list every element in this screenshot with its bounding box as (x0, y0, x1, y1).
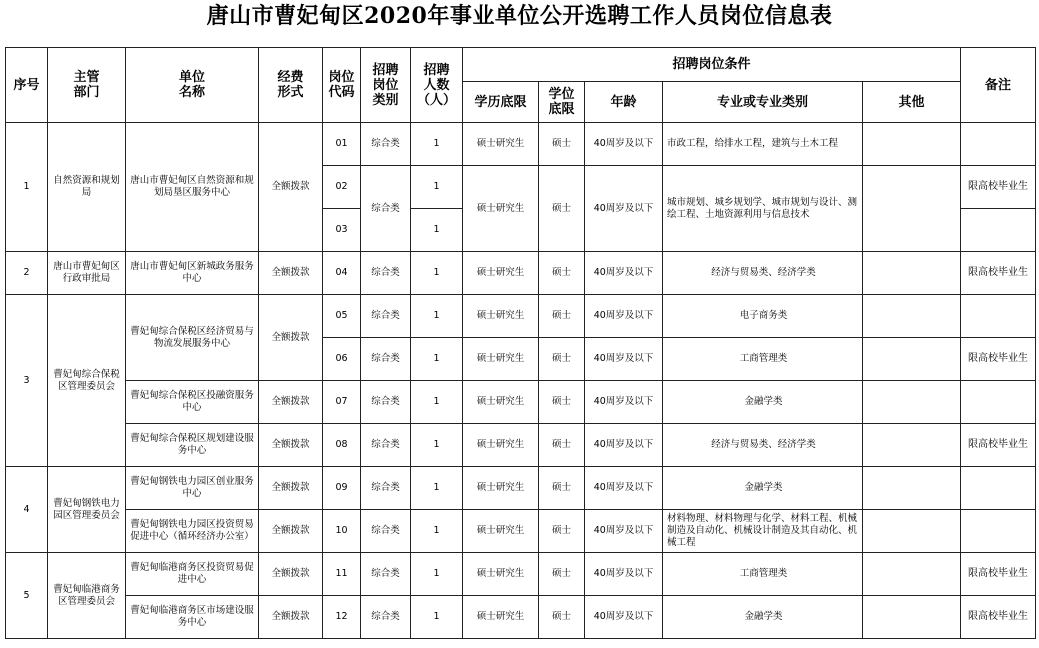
remark-cell: 限高校毕业生 (961, 424, 1036, 467)
header-count: 招聘 人数 （人） (411, 48, 463, 123)
age-cell: 40周岁及以下 (585, 424, 663, 467)
other-cell (863, 166, 961, 252)
code-cell: 10 (323, 510, 361, 553)
other-cell (863, 467, 961, 510)
major-cell: 经济与贸易类、经济学类 (663, 252, 863, 295)
page-title: 唐山市曹妃甸区2020年事业单位公开选聘工作人员岗位信息表 (206, 3, 833, 29)
table-row (6, 424, 1036, 467)
age-cell: 40周岁及以下 (585, 295, 663, 338)
remark-cell (961, 295, 1036, 338)
other-cell (863, 295, 961, 338)
table-row (6, 467, 1036, 510)
count-cell: 1 (411, 166, 463, 209)
table-row (6, 553, 1036, 596)
count-cell: 1 (411, 295, 463, 338)
education-cell: 硕士研究生 (463, 596, 539, 639)
count-cell: 1 (411, 252, 463, 295)
degree-cell: 硕士 (539, 553, 585, 596)
degree-cell: 硕士 (539, 510, 585, 553)
funding-cell: 全额拨款 (259, 252, 323, 295)
positions-table (5, 47, 1036, 639)
category-cell: 综合类 (361, 166, 411, 252)
major-cell: 经济与贸易类、经济学类 (663, 424, 863, 467)
remark-cell (961, 467, 1036, 510)
funding-cell: 全额拨款 (259, 123, 323, 252)
age-cell: 40周岁及以下 (585, 252, 663, 295)
degree-cell: 硕士 (539, 252, 585, 295)
table-row (6, 596, 1036, 639)
education-cell: 硕士研究生 (463, 553, 539, 596)
major-cell: 材料物理、材料物理与化学、材料工程、机械制造及自动化、机械设计制造及其自动化、机械工程 (663, 510, 863, 553)
count-cell: 1 (411, 467, 463, 510)
code-cell: 11 (323, 553, 361, 596)
count-cell: 1 (411, 123, 463, 166)
remark-cell: 限高校毕业生 (961, 553, 1036, 596)
count-cell: 1 (411, 424, 463, 467)
education-cell: 硕士研究生 (463, 381, 539, 424)
category-cell: 综合类 (361, 123, 411, 166)
unit-cell: 曹妃甸临港商务区投资贸易促进中心 (126, 553, 259, 596)
count-cell: 1 (411, 381, 463, 424)
unit-cell: 曹妃甸钢铁电力园区创业服务中心 (126, 467, 259, 510)
education-cell: 硕士研究生 (463, 252, 539, 295)
remark-cell (961, 209, 1036, 252)
code-cell: 01 (323, 123, 361, 166)
count-cell: 1 (411, 209, 463, 252)
code-cell: 12 (323, 596, 361, 639)
header-unit: 单位 名称 (126, 48, 259, 123)
age-cell: 40周岁及以下 (585, 166, 663, 252)
code-cell: 09 (323, 467, 361, 510)
remark-cell (961, 510, 1036, 553)
unit-cell: 曹妃甸综合保税区投融资服务中心 (126, 381, 259, 424)
remark-cell: 限高校毕业生 (961, 166, 1036, 209)
education-cell: 硕士研究生 (463, 338, 539, 381)
other-cell (863, 553, 961, 596)
degree-cell: 硕士 (539, 338, 585, 381)
dept-cell: 曹妃甸钢铁电力园区管理委员会 (48, 467, 126, 553)
table-row (6, 295, 1036, 338)
dept-cell: 唐山市曹妃甸区行政审批局 (48, 252, 126, 295)
seq-cell: 5 (6, 553, 48, 639)
education-cell: 硕士研究生 (463, 467, 539, 510)
funding-cell: 全额拨款 (259, 510, 323, 553)
header-funding: 经费 形式 (259, 48, 323, 123)
other-cell (863, 338, 961, 381)
table-row (6, 510, 1036, 553)
education-cell: 硕士研究生 (463, 123, 539, 166)
funding-cell: 全额拨款 (259, 596, 323, 639)
header-remark: 备注 (961, 48, 1036, 123)
other-cell (863, 510, 961, 553)
degree-cell: 硕士 (539, 295, 585, 338)
education-cell: 硕士研究生 (463, 166, 539, 252)
remark-cell: 限高校毕业生 (961, 338, 1036, 381)
other-cell (863, 381, 961, 424)
category-cell: 综合类 (361, 424, 411, 467)
major-cell: 城市规划、城乡规划学、城市规划与设计、测绘工程、土地资源利用与信息技术 (663, 166, 863, 252)
code-cell: 06 (323, 338, 361, 381)
seq-cell: 3 (6, 295, 48, 467)
education-cell: 硕士研究生 (463, 510, 539, 553)
category-cell: 综合类 (361, 553, 411, 596)
code-cell: 07 (323, 381, 361, 424)
header-conditions: 招聘岗位条件 (463, 48, 961, 82)
category-cell: 综合类 (361, 467, 411, 510)
degree-cell: 硕士 (539, 381, 585, 424)
remark-cell (961, 123, 1036, 166)
unit-cell: 唐山市曹妃甸区新城政务服务中心 (126, 252, 259, 295)
age-cell: 40周岁及以下 (585, 553, 663, 596)
degree-cell: 硕士 (539, 467, 585, 510)
category-cell: 综合类 (361, 338, 411, 381)
major-cell: 金融学类 (663, 381, 863, 424)
header-code: 岗位 代码 (323, 48, 361, 123)
major-cell: 金融学类 (663, 467, 863, 510)
degree-cell: 硕士 (539, 123, 585, 166)
category-cell: 综合类 (361, 252, 411, 295)
remark-cell: 限高校毕业生 (961, 252, 1036, 295)
age-cell: 40周岁及以下 (585, 467, 663, 510)
code-cell: 08 (323, 424, 361, 467)
header-age: 年龄 (585, 82, 663, 123)
category-cell: 综合类 (361, 510, 411, 553)
category-cell: 综合类 (361, 295, 411, 338)
major-cell: 工商管理类 (663, 338, 863, 381)
other-cell (863, 123, 961, 166)
major-cell: 市政工程，给排水工程，建筑与土木工程 (663, 123, 863, 166)
major-cell: 电子商务类 (663, 295, 863, 338)
age-cell: 40周岁及以下 (585, 338, 663, 381)
count-cell: 1 (411, 510, 463, 553)
age-cell: 40周岁及以下 (585, 123, 663, 166)
funding-cell: 全额拨款 (259, 295, 323, 381)
seq-cell: 1 (6, 123, 48, 252)
category-cell: 综合类 (361, 596, 411, 639)
unit-cell: 曹妃甸钢铁电力园区投资贸易促进中心（循环经济办公室） (126, 510, 259, 553)
degree-cell: 硕士 (539, 424, 585, 467)
header-dept: 主管 部门 (48, 48, 126, 123)
code-cell: 02 (323, 166, 361, 209)
degree-cell: 硕士 (539, 596, 585, 639)
degree-cell: 硕士 (539, 166, 585, 252)
dept-cell: 自然资源和规划局 (48, 123, 126, 252)
header-category: 招聘 岗位 类别 (361, 48, 411, 123)
unit-cell: 曹妃甸临港商务区市场建设服务中心 (126, 596, 259, 639)
remark-cell (961, 381, 1036, 424)
header-seq: 序号 (6, 48, 48, 123)
age-cell: 40周岁及以下 (585, 381, 663, 424)
seq-cell: 2 (6, 252, 48, 295)
age-cell: 40周岁及以下 (585, 596, 663, 639)
funding-cell: 全额拨款 (259, 553, 323, 596)
dept-cell: 曹妃甸综合保税区管理委员会 (48, 295, 126, 467)
table-row (6, 123, 1036, 166)
education-cell: 硕士研究生 (463, 295, 539, 338)
unit-cell: 唐山市曹妃甸区自然资源和规划局垦区服务中心 (126, 123, 259, 252)
education-cell: 硕士研究生 (463, 424, 539, 467)
code-cell: 05 (323, 295, 361, 338)
header-education: 学历底限 (463, 82, 539, 123)
unit-cell: 曹妃甸综合保税区规划建设服务中心 (126, 424, 259, 467)
count-cell: 1 (411, 596, 463, 639)
other-cell (863, 596, 961, 639)
remark-cell: 限高校毕业生 (961, 596, 1036, 639)
header-major: 专业或专业类别 (663, 82, 863, 123)
header-other: 其他 (863, 82, 961, 123)
unit-cell: 曹妃甸综合保税区经济贸易与物流发展服务中心 (126, 295, 259, 381)
other-cell (863, 424, 961, 467)
table-row (6, 252, 1036, 295)
other-cell (863, 252, 961, 295)
code-cell: 03 (323, 209, 361, 252)
age-cell: 40周岁及以下 (585, 510, 663, 553)
count-cell: 1 (411, 338, 463, 381)
major-cell: 工商管理类 (663, 553, 863, 596)
funding-cell: 全额拨款 (259, 467, 323, 510)
code-cell: 04 (323, 252, 361, 295)
seq-cell: 4 (6, 467, 48, 553)
major-cell: 金融学类 (663, 596, 863, 639)
funding-cell: 全额拨款 (259, 424, 323, 467)
count-cell: 1 (411, 553, 463, 596)
table-row (6, 381, 1036, 424)
funding-cell: 全额拨款 (259, 381, 323, 424)
dept-cell: 曹妃甸临港商务区管理委员会 (48, 553, 126, 639)
category-cell: 综合类 (361, 381, 411, 424)
header-degree: 学位 底限 (539, 82, 585, 123)
